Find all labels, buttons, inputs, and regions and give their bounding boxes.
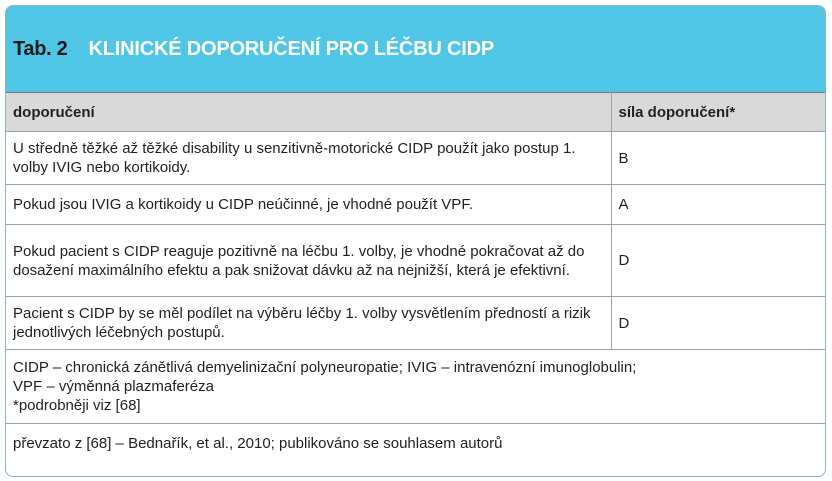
table-row [6, 185, 825, 225]
strength-cell: D [611, 297, 825, 350]
abbreviation-line: CIDP – chronická zánětlivá demyelinizační polyneuropatie; IVIG – intravenózní imunoglobulin; [13, 359, 637, 376]
strength-cell: D [611, 225, 825, 297]
footnote-line: *podrobněji viz [68] [13, 397, 141, 414]
strength-cell: B [611, 132, 825, 185]
table-row [6, 297, 825, 350]
abbreviation-line: VPF – výměnná plazmaferéza [13, 378, 214, 395]
table-card [5, 5, 826, 477]
recommendations-table [6, 92, 825, 462]
table-row [6, 225, 825, 297]
abbreviations-row [6, 350, 825, 424]
column-header-recommendation: doporučení [6, 93, 611, 132]
table-header-row [6, 93, 825, 132]
table-row [6, 132, 825, 185]
source-row [6, 424, 825, 463]
abbreviations-note [6, 350, 825, 424]
recommendation-cell: Pacient s CIDP by se měl podílet na výběru léčby 1. volby vysvětlením předností a rizik jednotlivých léčebných postupů. [6, 297, 611, 350]
recommendation-cell: Pokud jsou IVIG a kortikoidy u CIDP neúčinné, je vhodné použít VPF. [6, 185, 611, 225]
table-title: KLINICKÉ DOPORUČENÍ PRO LÉČBU CIDP [88, 37, 494, 60]
recommendation-cell: Pokud pacient s CIDP reaguje pozitivně na léčbu 1. volby, je vhodné pokračovat až do dosažení maximálního efektu a pak snižovat dávku až na nejnižší, která je efektivní. [6, 225, 611, 297]
table-number: Tab. 2 [13, 37, 68, 60]
table-header [6, 6, 825, 92]
source-note: převzato z [68] – Bednařík, et al., 2010; publikováno se souhlasem autorů [6, 424, 825, 463]
column-header-strength: síla doporučení* [611, 93, 825, 132]
recommendation-cell: U středně těžké až těžké disability u senzitivně-motorické CIDP použít jako postup 1. volby IVIG nebo kortikoidy. [6, 132, 611, 185]
strength-cell: A [611, 185, 825, 225]
